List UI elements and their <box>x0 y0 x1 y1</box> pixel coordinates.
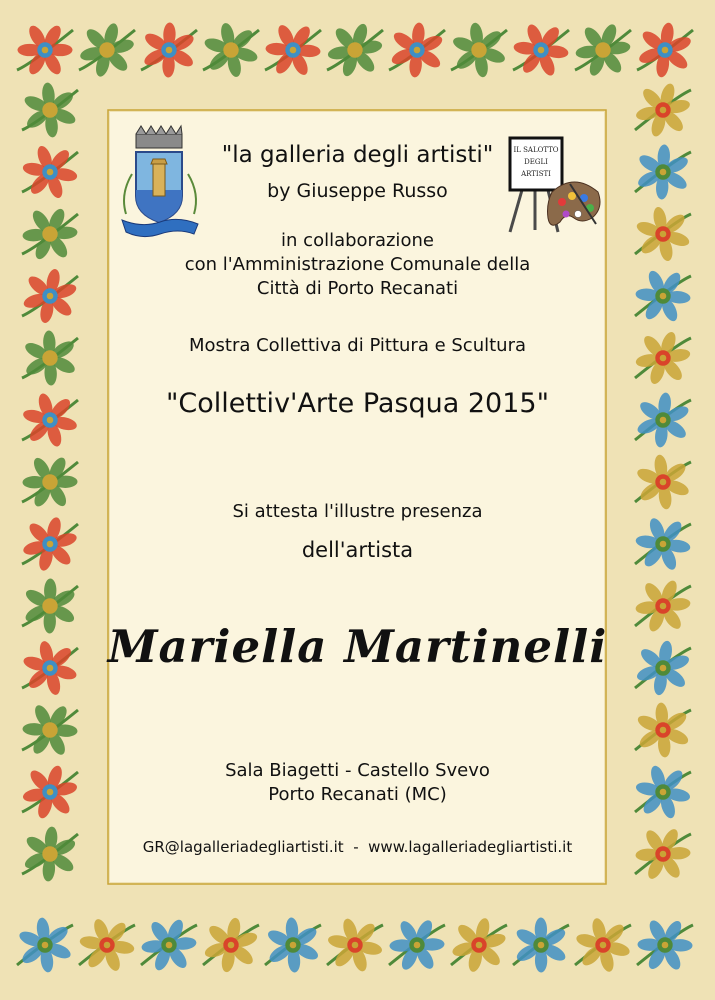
exhibition-type: Mostra Collettiva di Pittura e Scultura <box>188 335 527 356</box>
gallery-title: "la galleria degli artisti" <box>221 142 494 168</box>
artist-name: Mariella Martinelli <box>107 620 608 673</box>
venue-line-2: Porto Recanati (MC) <box>268 784 447 805</box>
svg-text:DEGLI: DEGLI <box>524 158 548 166</box>
contact-line: GR@lagalleriadegliartisti.it - www.lagalleriadegliartisti.it <box>142 838 573 856</box>
attestation-line-1: Si attesta l'illustre presenza <box>232 501 483 522</box>
attestation-line-2: dell'artista <box>301 538 414 562</box>
venue-line-1: Sala Biagetti - Castello Svevo <box>225 760 490 781</box>
collaboration-line-1: in collaborazione <box>281 230 434 251</box>
svg-text:ARTISTI: ARTISTI <box>521 170 551 178</box>
exhibition-name: "Collettiv'Arte Pasqua 2015" <box>165 388 550 419</box>
collaboration-line-2: con l'Amministrazione Comunale della <box>184 254 531 275</box>
collaboration-line-3: Città di Porto Recanati <box>256 278 459 299</box>
byline: by Giuseppe Russo <box>267 180 448 202</box>
salotto-logo-text: IL SALOTTO <box>513 146 559 154</box>
